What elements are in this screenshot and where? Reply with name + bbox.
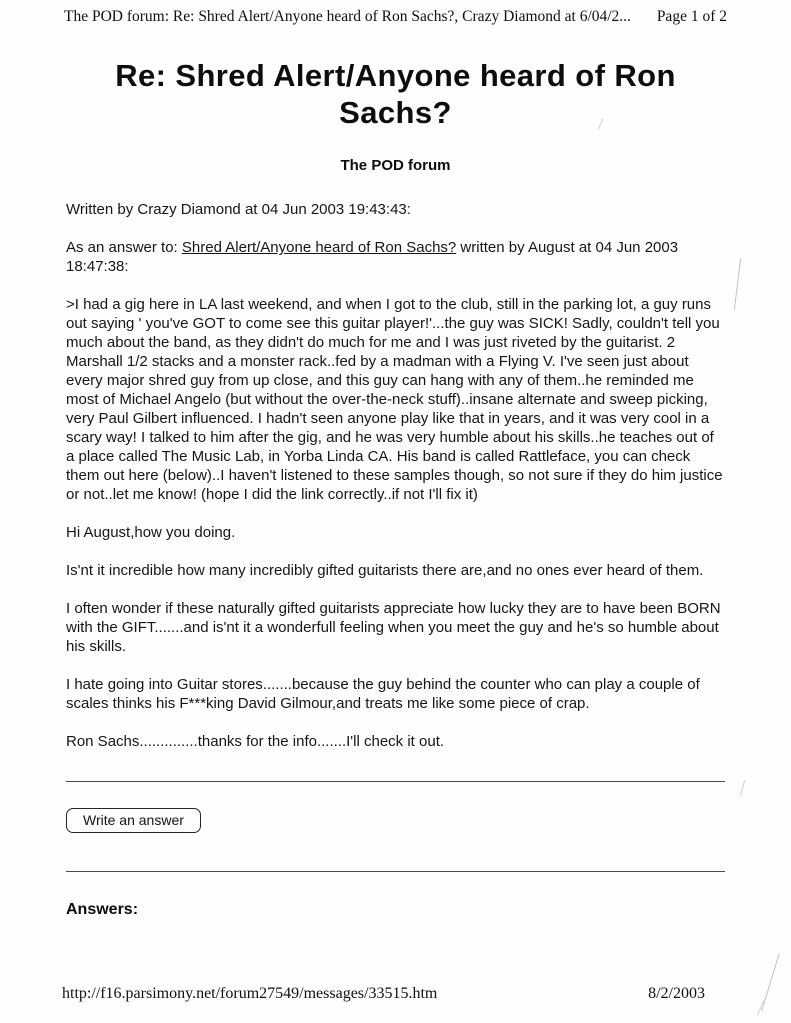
footer-date: 8/2/2003 — [648, 985, 705, 1002]
print-footer — [62, 985, 705, 1003]
post-paragraph: I hate going into Guitar stores.......because the guy behind the counter who can play a couple of scales thinks his F***king David Gilmour,and treats me like some piece of crap. — [66, 676, 700, 713]
answer-to-line — [66, 238, 725, 276]
post-content — [0, 200, 791, 919]
written-by-line: Written by Crazy Diamond at 04 Jun 2003 19:43:43: — [66, 201, 411, 219]
footer-url: http://f16.parsimony.net/forum27549/messages/33515.htm — [62, 985, 438, 1002]
answer-to-prefix: As an answer to: — [66, 239, 182, 257]
write-answer-button[interactable]: Write an answer — [66, 808, 201, 833]
post-paragraph-signoff: Ron Sachs..............thanks for the info.......I'll check it out. — [66, 733, 445, 751]
divider-bottom — [66, 871, 725, 872]
print-header-gap — [635, 8, 653, 26]
divider-top — [66, 781, 725, 782]
print-header — [64, 8, 727, 26]
post-paragraph-greeting: Hi August,how you doing. — [66, 524, 236, 542]
answers-heading: Answers: — [66, 901, 139, 919]
page-title: Re: Shred Alert/Anyone heard of Ron Sachs? — [115, 58, 676, 130]
page-indicator: Page 1 of 2 — [656, 8, 727, 25]
answer-to-suffix: written by August at 04 Jun 2003 18:47:38: — [66, 239, 679, 276]
scan-artifact — [757, 1000, 764, 1015]
forum-name: The POD forum — [340, 157, 451, 175]
print-header-title: The POD forum: Re: Shred Alert/Anyone heard of Ron Sachs?, Crazy Diamond at 6/04/2... — [64, 8, 631, 25]
post-paragraph: I often wonder if these naturally gifted guitarists appreciate how lucky they are to have been BORN with the GIFT.......and is'nt it a wonderfull feeling when you meet the guy and he's so humble about his skills. — [66, 600, 721, 656]
scan-artifact — [761, 953, 779, 1011]
post-paragraph: Is'nt it incredible how many incredibly gifted guitarists there are,and no ones ever heard of them. — [66, 562, 704, 580]
post-paragraph-quote: >I had a gig here in LA last weekend, and when I got to the club, still in the parking lot, a guy runs out saying ' you've GOT to come see this guitar player!'...the guy was SICK! Sadly, couldn't tell you much about the band, as they didn't do much for me and I was just riveted by the guitarist. 2 Marshall 1/2 stacks and a monster rack..fed by a madman with a Flying V. I've seen just about every major shred guy from up close, and this guy can hang with any of them..he reminded me most of Michael Angelo (but without the over-the-neck stuff)..insane alternate and sweep picking, very Paul Gilbert influenced. I hadn't seen anyone play like that in years, and it was very cool in a scary way! I talked to him after the gig, and he was very humble about his skills..he teaches out of a place called The Music Lab, in Yorba Linda CA. His band is called Rattleface, you can check them out here (below)..I haven't listened to these samples though, so not sure if they do him justice or not..let me know! (hope I did the link correctly..if not I'll fix it) — [66, 296, 723, 504]
original-thread-link[interactable]: Shred Alert/Anyone heard of Ron Sachs? — [181, 239, 457, 257]
